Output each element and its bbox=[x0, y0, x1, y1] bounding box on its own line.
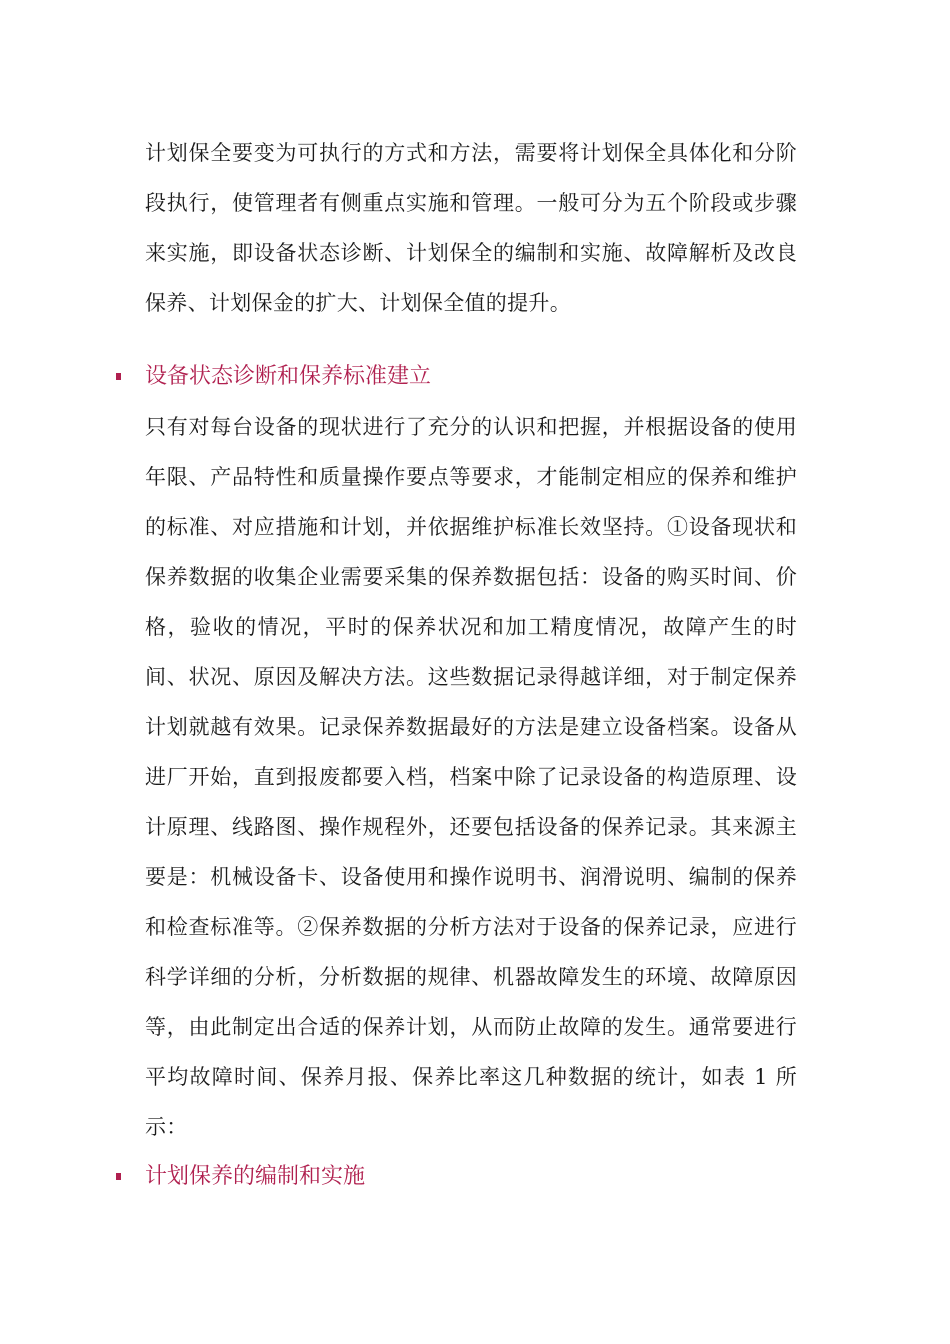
bullet-square-icon bbox=[116, 1173, 121, 1180]
document-content bbox=[145, 128, 797, 1202]
section-body-diagnosis: 只有对每台设备的现状进行了充分的认识和把握，并根据设备的使用年限、产品特性和质量操作要点等要求，才能制定相应的保养和维护的标准、对应措施和计划，并依据维护标准长效坚持。①设备现状和保养数据的收集企业需要采集的保养数据包括：设备的购买时间、价格，验收的情况，平时的保养状况和加工精度情况，故障产生的时间、状况、原因及解决方法。这些数据记录得越详细，对于制定保养计划就越有效果。记录保养数据最好的方法是建立设备档案。设备从进厂开始，直到报废都要入档，档案中除了记录设备的构造原理、设计原理、线路图、操作规程外，还要包括设备的保养记录。其来源主要是：机械设备卡、设备使用和操作说明书、润滑说明、编制的保养和检查标准等。②保养数据的分析方法对于设备的保养记录，应进行科学详细的分析，分析数据的规律、机器故障发生的环境、故障原因等，由此制定出合适的保养计划，从而防止故障的发生。通常要进行平均故障时间、保养月报、保养比率这几种数据的统计，如表 1 所示： bbox=[145, 415, 797, 1139]
section-heading-diagnosis bbox=[145, 352, 797, 402]
section-heading-text: 计划保养的编制和实施 bbox=[145, 1164, 366, 1189]
bullet-square-icon bbox=[116, 373, 121, 380]
section-heading-text: 设备状态诊断和保养标准建立 bbox=[145, 364, 432, 389]
section-spacer bbox=[145, 328, 797, 352]
section-heading-planning bbox=[145, 1152, 797, 1202]
intro-paragraph: 计划保全要变为可执行的方式和方法，需要将计划保全具体化和分阶段执行，使管理者有侧重点实施和管理。一般可分为五个阶段或步骤来实施，即设备状态诊断、计划保全的编制和实施、故障解析及改良保养、计划保金的扩大、计划保全值的提升。 bbox=[145, 141, 797, 315]
